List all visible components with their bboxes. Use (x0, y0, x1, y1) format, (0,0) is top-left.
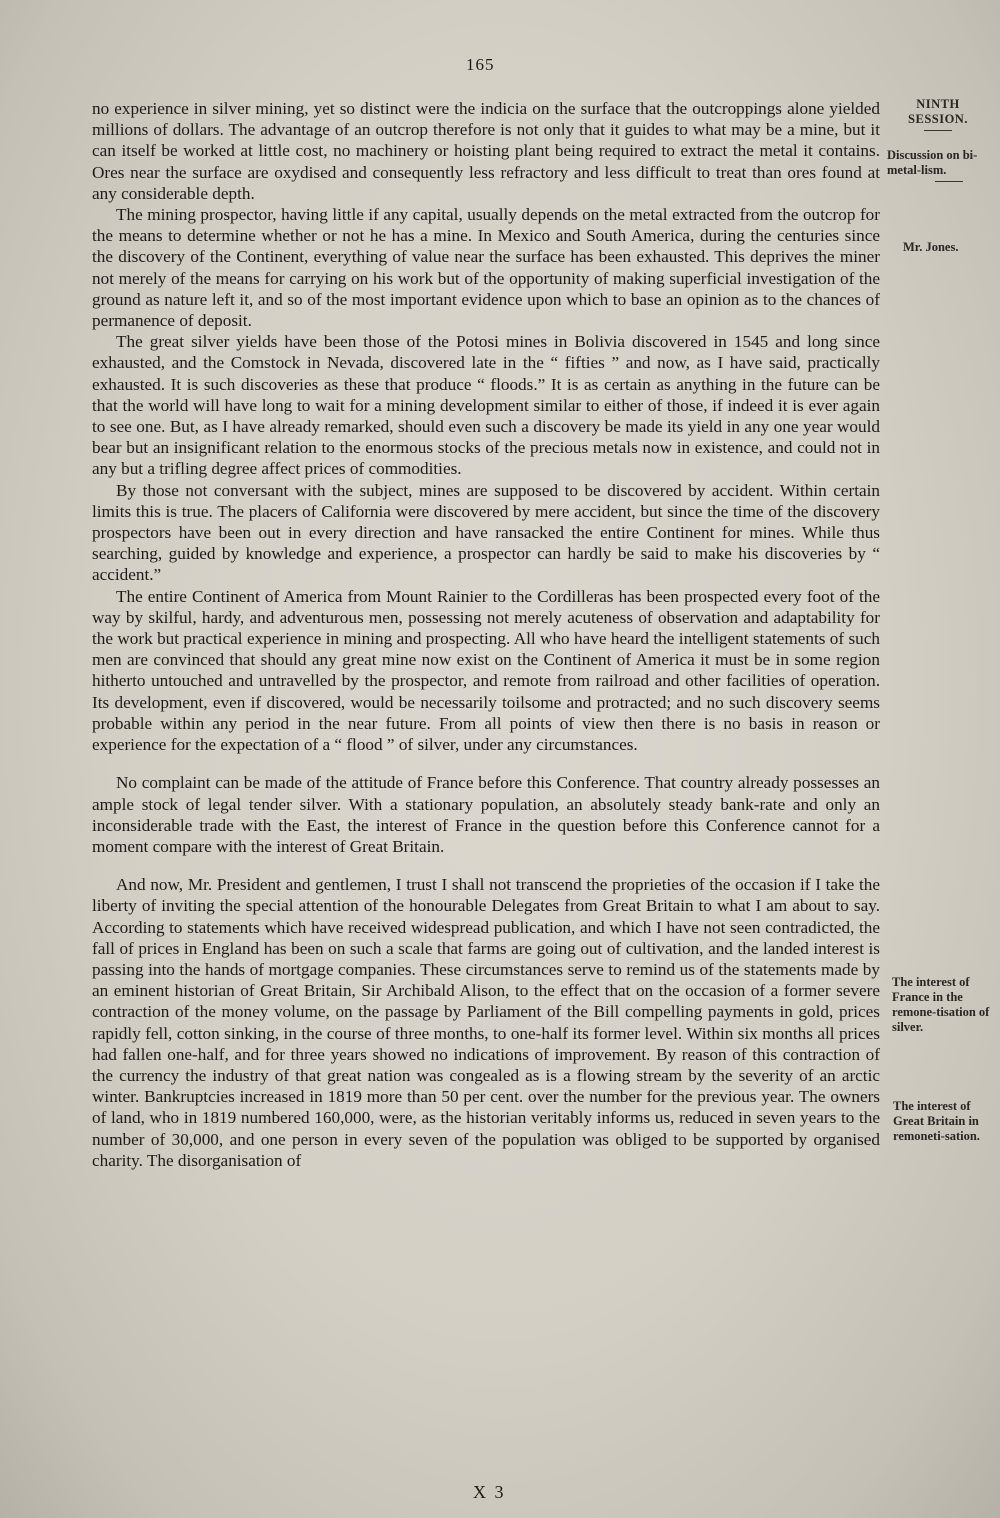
paragraph: The great silver yields have been those of the Potosi mines in Bolivia discovered in 1545 and long since exhausted, and the Comstock in Nevada, discovered late in the “ fifties ” and now, as I have said, practically exhausted. It is such discoveries as these that produce “ floods.” It is as certain as anything in the future can be that the world will have long to wait for a mining development similar to either of those, if indeed it is ever again to see one. But, as I have already remarked, should even such a discovery be made its yield in any one year would bear but an insignificant relation to the enormous stocks of the precious metals now in existence, and could not in any but a trifling degree affect prices of commodities. (92, 332, 880, 479)
sidenote-session (898, 97, 978, 131)
sidenote-divider (935, 181, 963, 182)
paragraph: And now, Mr. President and gentlemen, I trust I shall not transcend the proprieties of the occasion if I take the liberty of inviting the special attention of the honourable Delegates from Great Britain to what I am about to say. According to statements which have received widespread publication, and which I have not seen contradicted, the fall of prices in England has been on such a scale that farms are going out of cultivation, and the landed interest is passing into the hands of mortgage companies. These circumstances serve to remind us of the statements made by an eminent historian of Great Britain, Sir Archibald Alison, to the effect that on the occasion of a former severe contraction of the money volume, on the passage by Parliament of the Bill compelling payments in gold, prices rapidly fell, cotton sinking, in the course of three months, to one-half its former level. Within six months all prices had fallen one-half, and for three years showed no indications of improvement. By reason of this contraction of the currency the industry of that great nation was congealed as is a flowing stream by the severity of an arctic winter. Bankruptcies increased in 1819 more than 50 per cent. over the number for the previous year. The owners of land, who in 1819 numbered 160,000, were, as the historian veritably informs us, reduced in seven years to the number of 30,000, and one person in every seven of the population was obliged to be supported by organised charity. The disorganisation of (92, 875, 880, 1170)
paragraph: No complaint can be made of the attitude of France before this Conference. That country already possesses an ample stock of legal tender silver. With a stationary population, an absolutely steady bank-rate and only an inconsiderable trade with the East, the interest of France in the question before this Conference cannot for a moment compare with the interest of Great Britain. (92, 773, 880, 856)
signature-mark: X 3 (473, 1482, 506, 1502)
sidenote-france: The interest of France in the remone-tisation of silver. (892, 975, 990, 1034)
paragraph: The entire Continent of America from Mount Rainier to the Cordilleras has been prospected every foot of the way by skilful, hardy, and adventurous men, possessing not merely acuteness of observation and adaptability for the work but practical experience in mining and prospecting. All who have heard the intelligent statements of such men are convinced that should any great mine now exist on the Continent of America it must be in some region hitherto untouched and untravelled by the prospector, and remote from railroad and other facilities of operation. Its development, even if discovered, would be necessarily toilsome and protracted; and no such discovery seems probable within any period in the near future. From all points of view then there is no basis in reason or experience for the expectation of a “ flood ” of silver, under any circumstances. (92, 586, 880, 755)
paragraph: By those not conversant with the subject, mines are supposed to be discovered by accident. Within certain limits this is true. The placers of California were discovered by mere accident, but since the time of the discovery prospectors have been out in every direction and have ransacked the entire Continent for mines. While thus searching, guided by knowledge and experience, a prospector can hardly be said to make his discoveries by “ accident.” (92, 480, 880, 585)
sidenote-discussion-text: Discussion on bi-metal-lism. (887, 148, 978, 177)
paragraph: no experience in silver mining, yet so distinct were the indicia on the surface that the outcroppings alone yielded millions of dollars. The advantage of an outcrop therefore is not only that it guides to what may be a mine, but it can itself be worked at little cost, no machinery or hoisting plant being required to extract the metal it contains. Ores near the surface are oxydised and consequently less refractory and less difficult to treat than ores found at any considerable depth. (92, 99, 880, 203)
sidenote-speaker: Mr. Jones. (903, 240, 959, 254)
page-number: 165 (466, 55, 495, 74)
sidenote-discussion (887, 148, 982, 182)
sidenote-britain: The interest of Great Britain in remoneti-sation. (893, 1099, 980, 1143)
sidenote-divider (924, 130, 952, 131)
paragraph: The mining prospector, having little if any capital, usually depends on the metal extracted from the outcrop for the means to determine whether or not he has a mine. In Mexico and South America, during the centuries since the discovery of the Continent, everything of value near the surface has been exhausted. This deprives the miner not merely of the means for carrying on his work but of the opportunity of making superficial investigation of the ground as nature left it, and so of the most important evidence upon which to base an opinion as to the chances of permanence of deposit. (92, 205, 880, 331)
body-text (92, 98, 880, 1171)
sidenote-session-text: NINTH SESSION. (908, 97, 968, 126)
